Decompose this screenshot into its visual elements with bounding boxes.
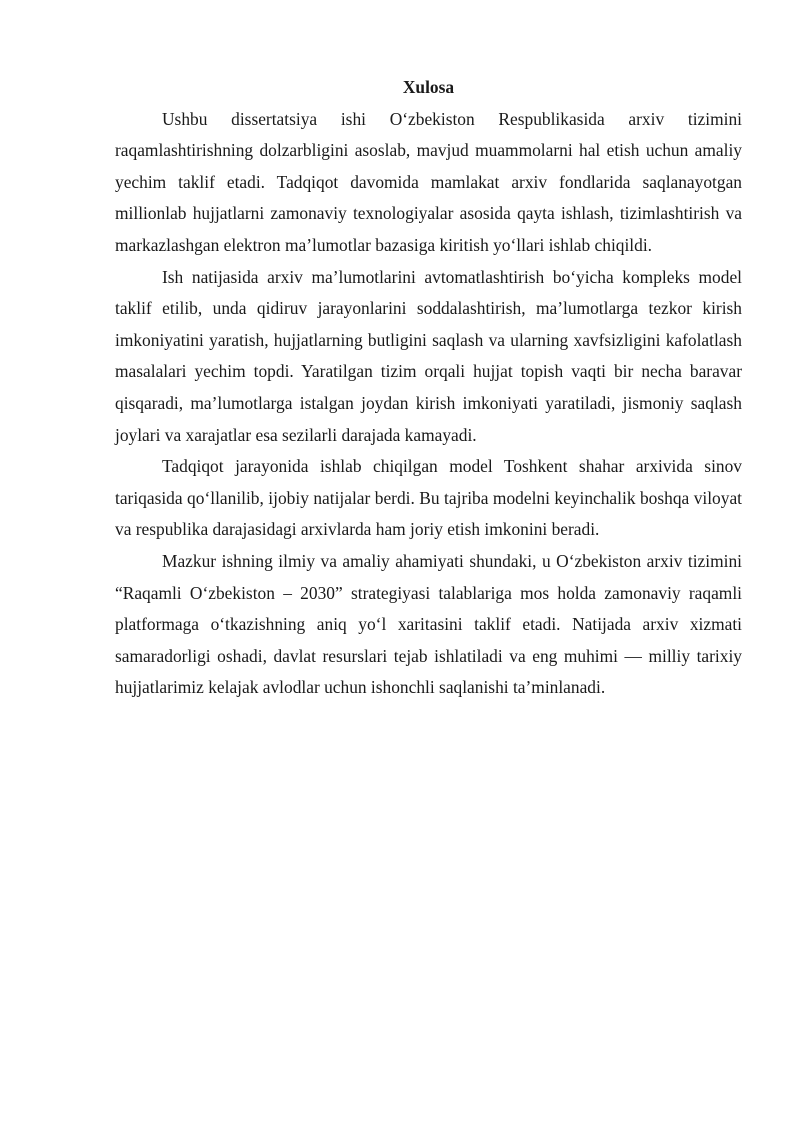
paragraph-1: Ushbu dissertatsiya ishi O‘zbekiston Respublikasida arxiv tizimini raqamlashtirishning dolzarbligini asoslab, mavjud muammolarni hal etish uchun amaliy yechim taklif etadi. Tadqiqot davomida mamlakat arxiv fondlarida saqlanayotgan millionlab hujjatlarni zamonaviy texnologiyalar asosida qayta ishlash, tizimlashtirish va markazlashgan elektron ma’lumotlar bazasiga kiritish yo‘llari ishlab chiqildi. <box>115 108 742 255</box>
page-title: Xulosa <box>402 77 455 97</box>
paragraph-3: Tadqiqot jarayonida ishlab chiqilgan model Toshkent shahar arxivida sinov tariqasida qo‘llanilib, ijobiy natijalar berdi. Bu tajriba modelni keyinchalik boshqa viloyat va respublika darajasidagi arxivlarda ham joriy etish imkonini beradi. <box>115 456 742 540</box>
paragraph-4: Mazkur ishning ilmiy va amaliy ahamiyati shundaki, u O‘zbekiston arxiv tizimini “Raqamli O‘zbekiston – 2030” strategiyasi talablariga mos holda zamonaviy raqamli platformaga o‘tkazishning aniq yo‘l xaritasini taklif etadi. Natijada arxiv xizmati samaradorligi oshadi, davlat resurslari tejab ishlatiladi va eng muhimi — milliy tarixiy hujjatlarimiz kelajak avlodlar uchun ishonchli saqlanishi ta’minlanadi. <box>115 550 742 698</box>
paragraph-2: Ish natijasida arxiv ma’lumotlarini avtomatlashtirish bo‘yicha kompleks model taklif etilib, unda qidiruv jarayonlarini soddalashtirish, ma’lumotlarga tezkor kirish imkoniyatini yaratish, hujjatlarning butligini saqlash va ularning xavfsizligini kafolatlash masalalari yechim topdi. Yaratilgan tizim orqali hujjat topish vaqti bir necha baravar qisqaradi, ma’lumotlarga istalgan joydan kirish imkoniyati yaratiladi, jismoniy saqlash joylari va xarajatlar esa sezilarli darajada kamayadi. <box>115 266 742 445</box>
document-body <box>115 72 742 704</box>
